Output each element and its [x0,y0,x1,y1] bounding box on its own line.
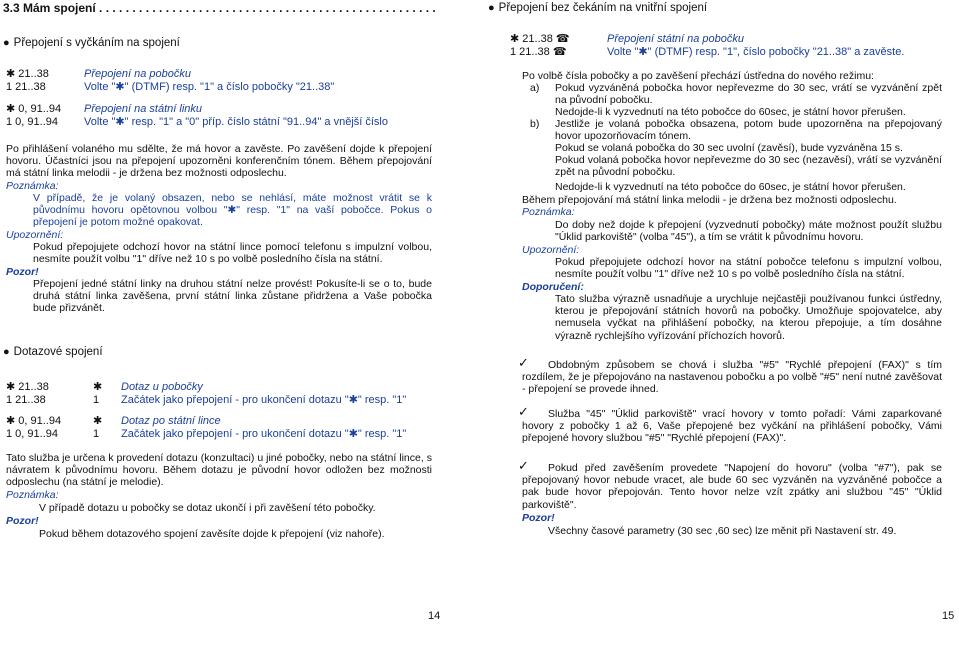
list-item-a1: Pokud vyzváněná pobočka hovor nepřevezme do 30 sec, vrátí se vyzvánění zpět na původní pobočku. [555,82,942,107]
transfer-desc-block-2 [84,103,444,128]
warning-text: Pokud přepojujete odchozí hovor na státní pobočce telefonu s impulzní volbou, nesmíte použít volbu "1" dříve než 10 s po volbě posledního čísla na státní. [555,256,942,281]
code-line: 1 [93,427,100,440]
list-item-b4: Nedojde-li k vyzvednutí na této pobočce do 60sec, je státní hovor přerušen. [555,181,906,193]
caution-text: Všechny časové parametry (30 sec ,60 sec) lze měnit při Nastavení str. 49. [548,525,897,537]
recommendation-label: Doporučení: [522,281,584,293]
inquiry-desc-block-2 [121,415,441,440]
list-item-b2: Pokud se volaná pobočka do 30 sec uvolní (zavěsí), bude vyzváněna 15 s. [555,142,903,154]
inquiry-desc-block-1 [121,381,441,406]
inquiry-code-block-2 [6,415,86,440]
note-text: Do doby než dojde k přepojení (vyzvednutí pobočky) máte možnost použít službu "Úklid parkoviště" (volba "45"), a tím se vrátit k původnímu hovoru. [555,219,942,244]
code-line: 1 [93,393,100,406]
inquiry-end-code-1 [93,381,111,406]
code-title: Dotaz po státní lince [121,415,221,427]
warning-label: Upozornění: [522,244,580,256]
list-item-b1: Jestliže je volaná pobočka obsazena, potom bude upozorněna na přepojovaný hovor upozorňovacím tónem. [555,118,942,143]
transfer-no-wait-heading: ● Přepojení bez čekáním na vnitřní spojení [488,2,707,14]
list-label-a: a) [530,82,540,94]
transfer-code-block-2 [6,103,86,128]
list-item-b3: Pokud volaná pobočka hovor nepřevezme do 30 sec (nezavěsí), vrátí se vyzvánění zpět na původní pobočku. [555,154,942,179]
section-title: 3.3 Mám spojení . . . . . . . . . . . . . . . . . . . . . . . . . . . . . . . . . . . . . . . . . . . . . . . . . . . [3,1,436,15]
during-transfer-text: Během přepojování má státní linka melodii - je držena bez možnosti odposlechu. [522,194,897,206]
code-line: 1 21..38 [6,393,46,406]
check-note-2: Služba "45" "Úklid parkoviště" vrací hovory v tomto pořadí: Vámi zaparkované hovory z pobočky 1 až 6, Vaše přepojené bez vyčkání na přihlášení pobočky, Vámi přepojené hovory službou "#5" "Rychlé přepojení (FAX)". [522,408,942,445]
transfer-paragraph: Po přihlášení volaného mu sdělte, že má hovor a zavěste. Po zavěšení dojde k přepojení hovoru. Účastníci jsou na přepojení upozorněni konferenčním tónem. Během přepojování má státní linka melodii - je držena bez možnosti odposlechu. [6,143,432,180]
caution-text: Přepojení jedné státní linky na druhou státní nelze provést! Pokusíte-li se o to, bude druhá státní linka zavěšena, první státní linka zůstane přidržena a Vaše pobočka bude přizvánět. [33,278,432,315]
code-line: 1 0, 91..94 [6,427,58,440]
code-line: 1 21..38 [6,80,46,93]
list-item-a2: Nedojde-li k vyzvednutí na této pobočce do 60sec, je státní hovor přerušen. [555,106,906,118]
code-description: Volte "✱" (DTMF) resp. "1", číslo pobočky "21..38" a zavěste. [607,45,905,58]
checkmark-icon: ✓ [518,404,529,419]
code-line: ✱ 0, 91..94 [6,415,62,427]
caution-text: Pokud během dotazového spojení zavěsíte dojde k přepojení (viz nahoře). [39,528,385,540]
inquiry-code-block-1 [6,381,86,406]
transfer-code-block-1 [6,68,86,93]
caution-label: Pozor! [6,266,39,278]
code-line: ✱ 21..38 [6,68,49,80]
inquiry-end-code-2 [93,415,111,440]
page-number-right: 15 [942,610,955,622]
code-line: ✱ 21..38 [6,381,49,393]
code-title: Přepojení na státní linku [84,103,203,115]
code-line: ✱ 21..38 ☎ [510,33,570,45]
code-title: Přepojení státní na pobočku [607,33,744,45]
checkmark-icon: ✓ [518,355,529,370]
note-text: V případě, že je volaný obsazen, nebo se nehlásí, máte možnost vrátit se k původnímu hovoru opětovnou volbou "✱" resp. "1" na vaší pobočce. Pokus o přepojení je potom možné opakovat. [33,192,432,229]
list-label-b: b) [530,118,540,130]
code-title: Dotaz u pobočky [121,381,203,393]
recommendation-text: Tato služba výrazně usnadňuje a urychluje nejčastěji používanou funkci ústředny, kterou je přepojování státních hovorů na pobočky. Umožňuje spojovatelce, aby nemusela vyčkat na přihlášení pobočky, na kterou přepojuje, a tím dosáhne výrazně rychlejšího vyřízování příchozích hovorů. [555,293,942,342]
code-title: Přepojení na pobočku [84,68,192,80]
checkmark-icon: ✓ [518,458,529,473]
intro-text: Po volbě čísla pobočky a po zavěšení přechází ústředna do nového režimu: [522,70,874,82]
page-number-left: 14 [428,610,441,622]
inquiry-heading: ● Dotazové spojení [3,346,103,358]
caution-label: Pozor! [6,515,39,527]
inquiry-paragraph: Tato služba je určena k provedení dotazu (konzultaci) u jiné pobočky, nebo na státní lince, s návratem k původnímu hovoru. Během dotazu je původní hovor odložen bez možnosti odposlechu (na státní je melodie). [6,452,432,489]
code-line: ✱ 0, 91..94 [6,103,62,115]
transfer-code-block-right [510,33,606,58]
check-note-3: Pokud před zavěšením provedete "Napojení do hovoru" (volba "#7"), pak se přepojovaný hovor nebude vracet, ale bude 60 sec vyzváněn na vyzváněné pobočce a pak bude hovor přepojován. Tento hovor nelze vzít zpátky ani službou "45" "Úklid parkoviště". [522,462,942,511]
code-line: 1 0, 91..94 [6,115,58,128]
note-label: Poznámka: [522,206,575,218]
code-line: ✱ [93,381,103,393]
code-line: 1 21..38 ☎ [510,45,567,58]
check-note-1: Obdobným způsobem se chová i služba "#5" "Rychlé přepojení (FAX)" s tím rozdílem, že je přepojováno na nastavenou pobočku a po volbě "#5" není nutné zavěšovat - přepojení se provede ihned. [522,359,942,396]
transfer-desc-block-right [607,33,947,58]
note-label: Poznámka: [6,489,59,501]
code-description: Začátek jako přepojení - pro ukončení dotazu "✱" resp. "1" [121,393,407,406]
note-label: Poznámka: [6,180,59,192]
transfer-desc-block-1 [84,68,444,93]
warning-text: Pokud přepojujete odchozí hovor na státní lince pomocí telefonu s impulzní volbou, nesmíte použít volbu "1" dříve než 10 s po volbě posledního čísla na státní. [33,241,432,266]
caution-label: Pozor! [522,512,555,524]
code-description: Volte "✱" (DTMF) resp. "1" a číslo pobočky "21..38" [84,80,335,93]
warning-label: Upozornění: [6,229,64,241]
note-text: V případě dotazu u pobočky se dotaz ukončí i při zavěšení této pobočky. [39,502,376,514]
code-description: Začátek jako přepojení - pro ukončení dotazu "✱" resp. "1" [121,427,407,440]
transfer-with-wait-heading: ● Přepojení s vyčkáním na spojení [3,37,180,49]
code-line: ✱ [93,415,103,427]
code-description: Volte "✱" resp. "1" a "0" příp. číslo státní "91..94" a vnější číslo [84,115,388,128]
